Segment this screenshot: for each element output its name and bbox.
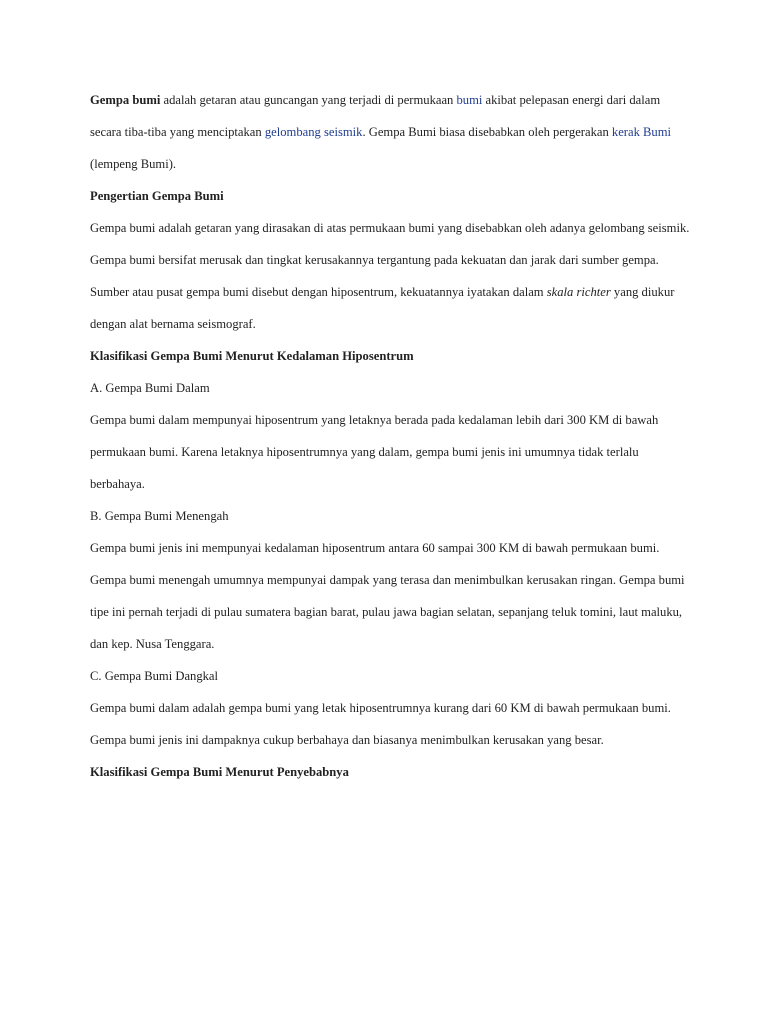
- document-page: [90, 84, 690, 788]
- intro-text-3: . Gempa Bumi biasa disebabkan oleh pergerakan: [362, 125, 612, 139]
- pengertian-paragraph: [90, 212, 690, 340]
- link-bumi[interactable]: bumi: [456, 93, 483, 107]
- intro-text-1: adalah getaran atau guncangan yang terjadi di permukaan: [160, 93, 457, 107]
- intro-text-2: akibat pelepasan energi dari dalam secara tiba-tiba yang menciptakan: [90, 93, 661, 139]
- pengertian-italic-term: skala richter: [546, 285, 611, 299]
- gempa-dalam-paragraph: Gempa bumi dalam mempunyai hiposentrum yang letaknya berada pada kedalaman lebih dari 300 KM di bawah permukaan bumi. Karena letaknya hiposentrumnya yang dalam, gempa bumi jenis ini umumnya tidak terlalu berbahaya.: [90, 413, 659, 491]
- gempa-menengah-paragraph: Gempa bumi jenis ini mempunyai kedalaman hiposentrum antara 60 sampai 300 KM di bawah permukaan bumi. Gempa bumi menengah umumnya mempunyai dampak yang terasa dan menimbulkan kerusakan ringan. Gempa bumi tipe ini pernah terjadi di pulau sumatera bagian barat, pulau jawa bagian selatan, sepanjang teluk tomini, laut maluku, dan kep. Nusa Tenggara.: [90, 541, 685, 651]
- intro-paragraph: [90, 84, 690, 180]
- heading-pengertian: Pengertian Gempa Bumi: [90, 189, 224, 203]
- link-gelombang-seismik[interactable]: gelombang seismik: [264, 125, 363, 139]
- intro-term: Gempa bumi: [90, 93, 161, 107]
- heading-klasifikasi-penyebab: Klasifikasi Gempa Bumi Menurut Penyebabnya: [90, 765, 349, 779]
- pengertian-text-2: yang diukur dengan alat bernama seismograf.: [90, 285, 675, 331]
- pengertian-text-1: Gempa bumi adalah getaran yang dirasakan di atas permukaan bumi yang disebabkan oleh adanya gelombang seismik. Gempa bumi bersifat merusak dan tingkat kerusakannya tergantung pada kekuatan dan jarak dari sumber gempa. Sumber atau pusat gempa bumi disebut dengan hiposentrum, kekuatannya iyatakan dalam: [90, 221, 690, 299]
- subheading-gempa-menengah: B. Gempa Bumi Menengah: [90, 509, 229, 523]
- intro-text-4: (lempeng Bumi).: [90, 157, 177, 171]
- link-kerak-bumi[interactable]: kerak Bumi: [611, 125, 672, 139]
- gempa-dangkal-paragraph: Gempa bumi dalam adalah gempa bumi yang letak hiposentrumnya kurang dari 60 KM di bawah permukaan bumi. Gempa bumi jenis ini dampaknya cukup berbahaya dan biasanya menimbulkan kerusakan yang besar.: [90, 701, 671, 747]
- heading-klasifikasi-kedalaman: Klasifikasi Gempa Bumi Menurut Kedalaman Hiposentrum: [90, 349, 414, 363]
- subheading-gempa-dalam: A. Gempa Bumi Dalam: [90, 381, 210, 395]
- subheading-gempa-dangkal: C. Gempa Bumi Dangkal: [90, 669, 219, 683]
